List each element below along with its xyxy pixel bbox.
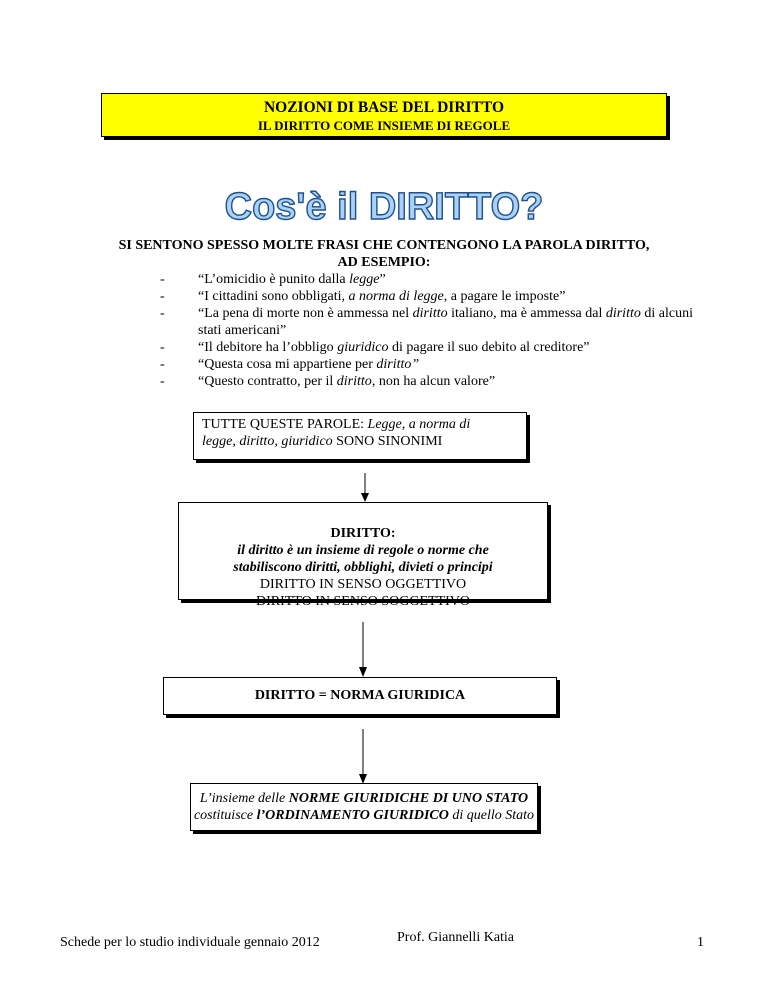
example-text: ” [379, 272, 386, 287]
example-text: diritto [605, 306, 641, 321]
legal-order-e: di quello Stato [448, 808, 535, 823]
example-text: di pagare il suo debito al creditore” [388, 340, 590, 355]
list-dash: - [160, 357, 165, 372]
definition-line-2: stabiliscono diritti, obblighi, divieti o principi [233, 560, 493, 575]
example-item [160, 356, 700, 373]
example-text: giuridico [337, 340, 389, 355]
example-item [160, 373, 700, 390]
norm-box [163, 677, 557, 715]
intro-text [100, 237, 668, 271]
example-text: “L’omicidio è punito dalla [198, 272, 350, 287]
list-dash: - [160, 340, 165, 355]
example-text: “I cittadini sono obbligati, [198, 289, 349, 304]
intro-line-2: AD ESEMPIO: [337, 255, 431, 270]
example-item [160, 339, 700, 356]
legal-order-box [190, 783, 538, 831]
arrow-down-icon [359, 473, 371, 503]
example-item [160, 288, 700, 305]
list-dash: - [160, 289, 165, 304]
list-dash: - [160, 272, 165, 287]
synonyms-words-1: Legge, a norma di [367, 417, 471, 432]
example-text: “Questo contratto, per il [198, 374, 337, 389]
arrow-down-icon [357, 622, 369, 678]
example-text: legge [349, 272, 380, 287]
example-text: diritto [336, 374, 372, 389]
example-text: “Il debitore ha l’obbligo [198, 340, 338, 355]
legal-order-a: L’insieme delle [199, 791, 289, 806]
example-text: diritto [412, 306, 448, 321]
synonyms-suffix: SONO SINONIMI [332, 434, 443, 449]
header-banner [101, 93, 667, 137]
definition-subjective: DIRITTO IN SENSO SOGGETTIVO [255, 594, 470, 609]
definition-box [178, 502, 548, 609]
example-text: “La pena di morte non è ammessa nel [198, 306, 413, 321]
page-number: 1 [697, 935, 704, 950]
definition-objective: DIRITTO IN SENSO OGGETTIVO [259, 577, 467, 592]
definition-line-1: il diritto è un insieme di regole o norme che [237, 543, 489, 558]
example-text: , non ha alcun valore” [371, 374, 496, 389]
arrow-down-icon [357, 729, 369, 785]
legal-order-c: costituisce [193, 808, 257, 823]
banner-subtitle: IL DIRITTO COME INSIEME DI REGOLE [257, 118, 511, 133]
list-dash: - [160, 306, 165, 321]
example-text: , a pagare le imposte” [443, 289, 566, 304]
example-text: di alcuni stati americani” [198, 306, 693, 338]
norm-text: DIRITTO = NORMA GIURIDICA [254, 688, 466, 703]
intro-line-1: SI SENTONO SPESSO MOLTE FRASI CHE CONTENGONO LA PAROLA DIRITTO, [118, 238, 650, 253]
page-title-text: Cos'è il DIRITTO? [224, 186, 544, 228]
legal-order-b: NORME GIURIDICHE DI UNO STATO [288, 791, 529, 806]
example-item [160, 271, 700, 288]
synonyms-box [193, 412, 527, 460]
synonyms-prefix: TUTTE QUESTE PAROLE: [202, 417, 368, 432]
list-dash: - [160, 374, 165, 389]
example-text: diritto” [376, 357, 420, 372]
example-text: italiano, ma è ammessa dal [447, 306, 606, 321]
banner-title: NOZIONI DI BASE DEL DIRITTO [263, 99, 505, 116]
legal-order-d: l’ORDINAMENTO GIURIDICO [256, 808, 449, 823]
footer-author: Prof. Giannelli Katia [397, 930, 515, 945]
synonyms-words-2: legge, diritto, giuridico [202, 434, 333, 449]
definition-heading: DIRITTO: [330, 526, 396, 541]
footer-left: Schede per lo studio individuale gennaio 2012 [60, 935, 320, 950]
example-text: a norma di legge [348, 289, 444, 304]
page-title-art [184, 183, 584, 229]
examples-list [160, 271, 700, 390]
example-text: “Questa cosa mi appartiene per [198, 357, 377, 372]
example-item [160, 305, 700, 339]
page-title [0, 183, 768, 229]
